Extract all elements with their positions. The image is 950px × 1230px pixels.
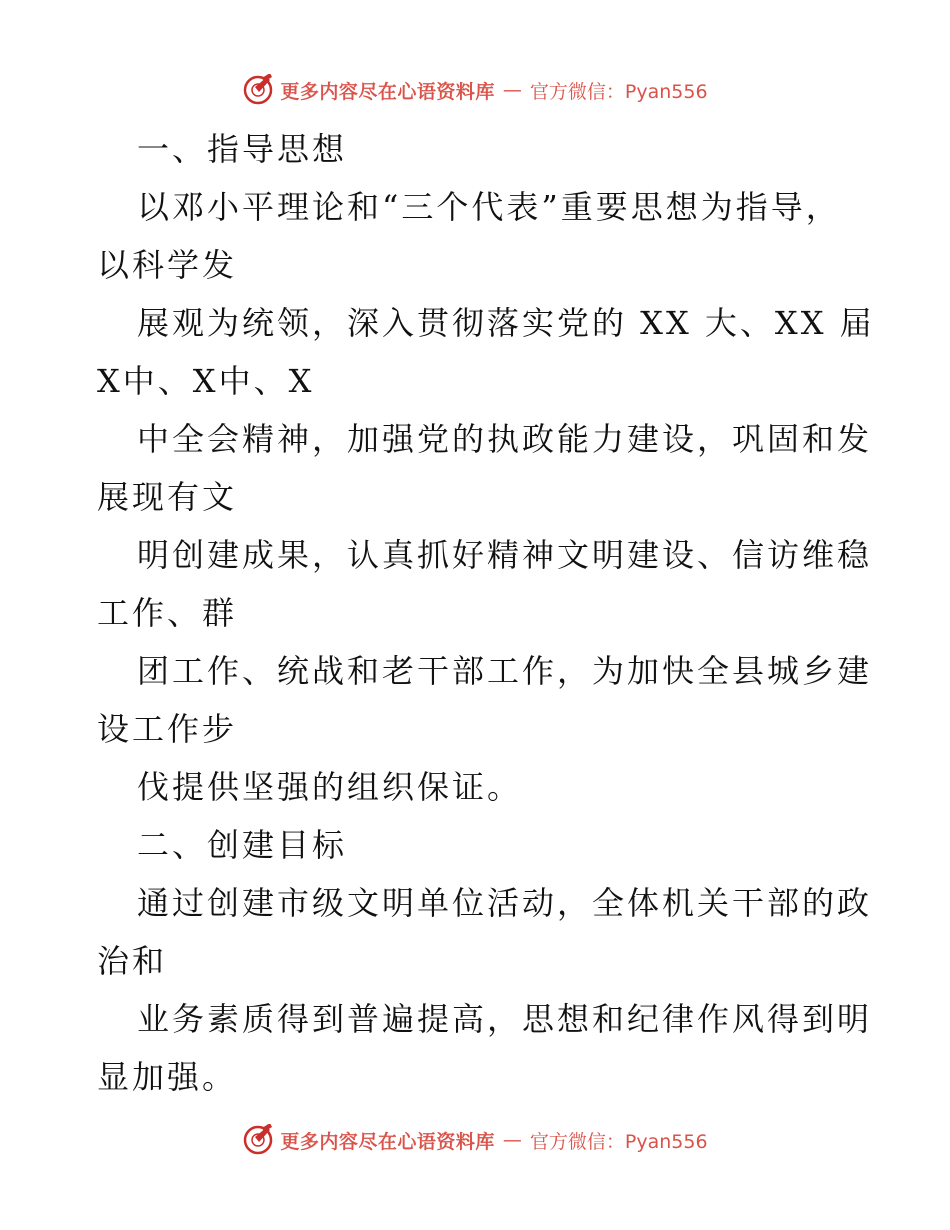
paragraph-line: 中全会精神，加强党的执政能力建设，巩固和发 — [137, 420, 873, 458]
paragraph-line: 以科学发 — [97, 246, 238, 284]
paragraph-line: 展观为统领，深入贯彻落实党的 XX 大、XX 届 — [137, 304, 875, 342]
banner-separator: — — [502, 79, 522, 101]
paragraph-line: 显加强。 — [97, 1058, 238, 1096]
paragraph-line: 以邓小平理论和“三个代表”重要思想为指导， — [137, 188, 841, 226]
paragraph-line: X中、X中、X — [97, 362, 315, 400]
paragraph-line: 治和 — [97, 942, 168, 980]
paragraph-line: 明创建成果，认真抓好精神文明建设、信访维稳 — [137, 536, 873, 574]
pen-logo-icon — [242, 74, 274, 106]
paragraph-line: 通过创建市级文明单位活动，全体机关干部的政 — [137, 884, 873, 922]
paragraph-line: 业务素质得到普遍提高，思想和纪律作风得到明 — [137, 1000, 873, 1038]
paragraph-line: 伐提供坚强的组织保证。 — [137, 768, 523, 806]
paragraph-line: 设工作步 — [97, 710, 238, 748]
document-body — [97, 120, 875, 1106]
banner-site-text: 更多内容尽在心语资料库 — [280, 80, 495, 103]
footer-banner — [0, 1120, 950, 1160]
paragraph-line: 工作、群 — [97, 594, 238, 632]
header-banner — [0, 70, 950, 110]
paragraph-line: 展现有文 — [97, 478, 238, 516]
banner-site-text: 更多内容尽在心语资料库 — [280, 1130, 495, 1153]
paragraph-line: 团工作、统战和老干部工作，为加快全县城乡建 — [137, 652, 873, 690]
pen-logo-icon — [242, 1124, 274, 1156]
banner-separator: — — [502, 1129, 522, 1151]
banner-contact: 官方微信：Pyan556 — [529, 80, 708, 103]
banner-contact: 官方微信：Pyan556 — [529, 1130, 708, 1153]
section-heading: 一、指导思想 — [137, 130, 348, 168]
section-heading: 二、创建目标 — [137, 826, 348, 864]
